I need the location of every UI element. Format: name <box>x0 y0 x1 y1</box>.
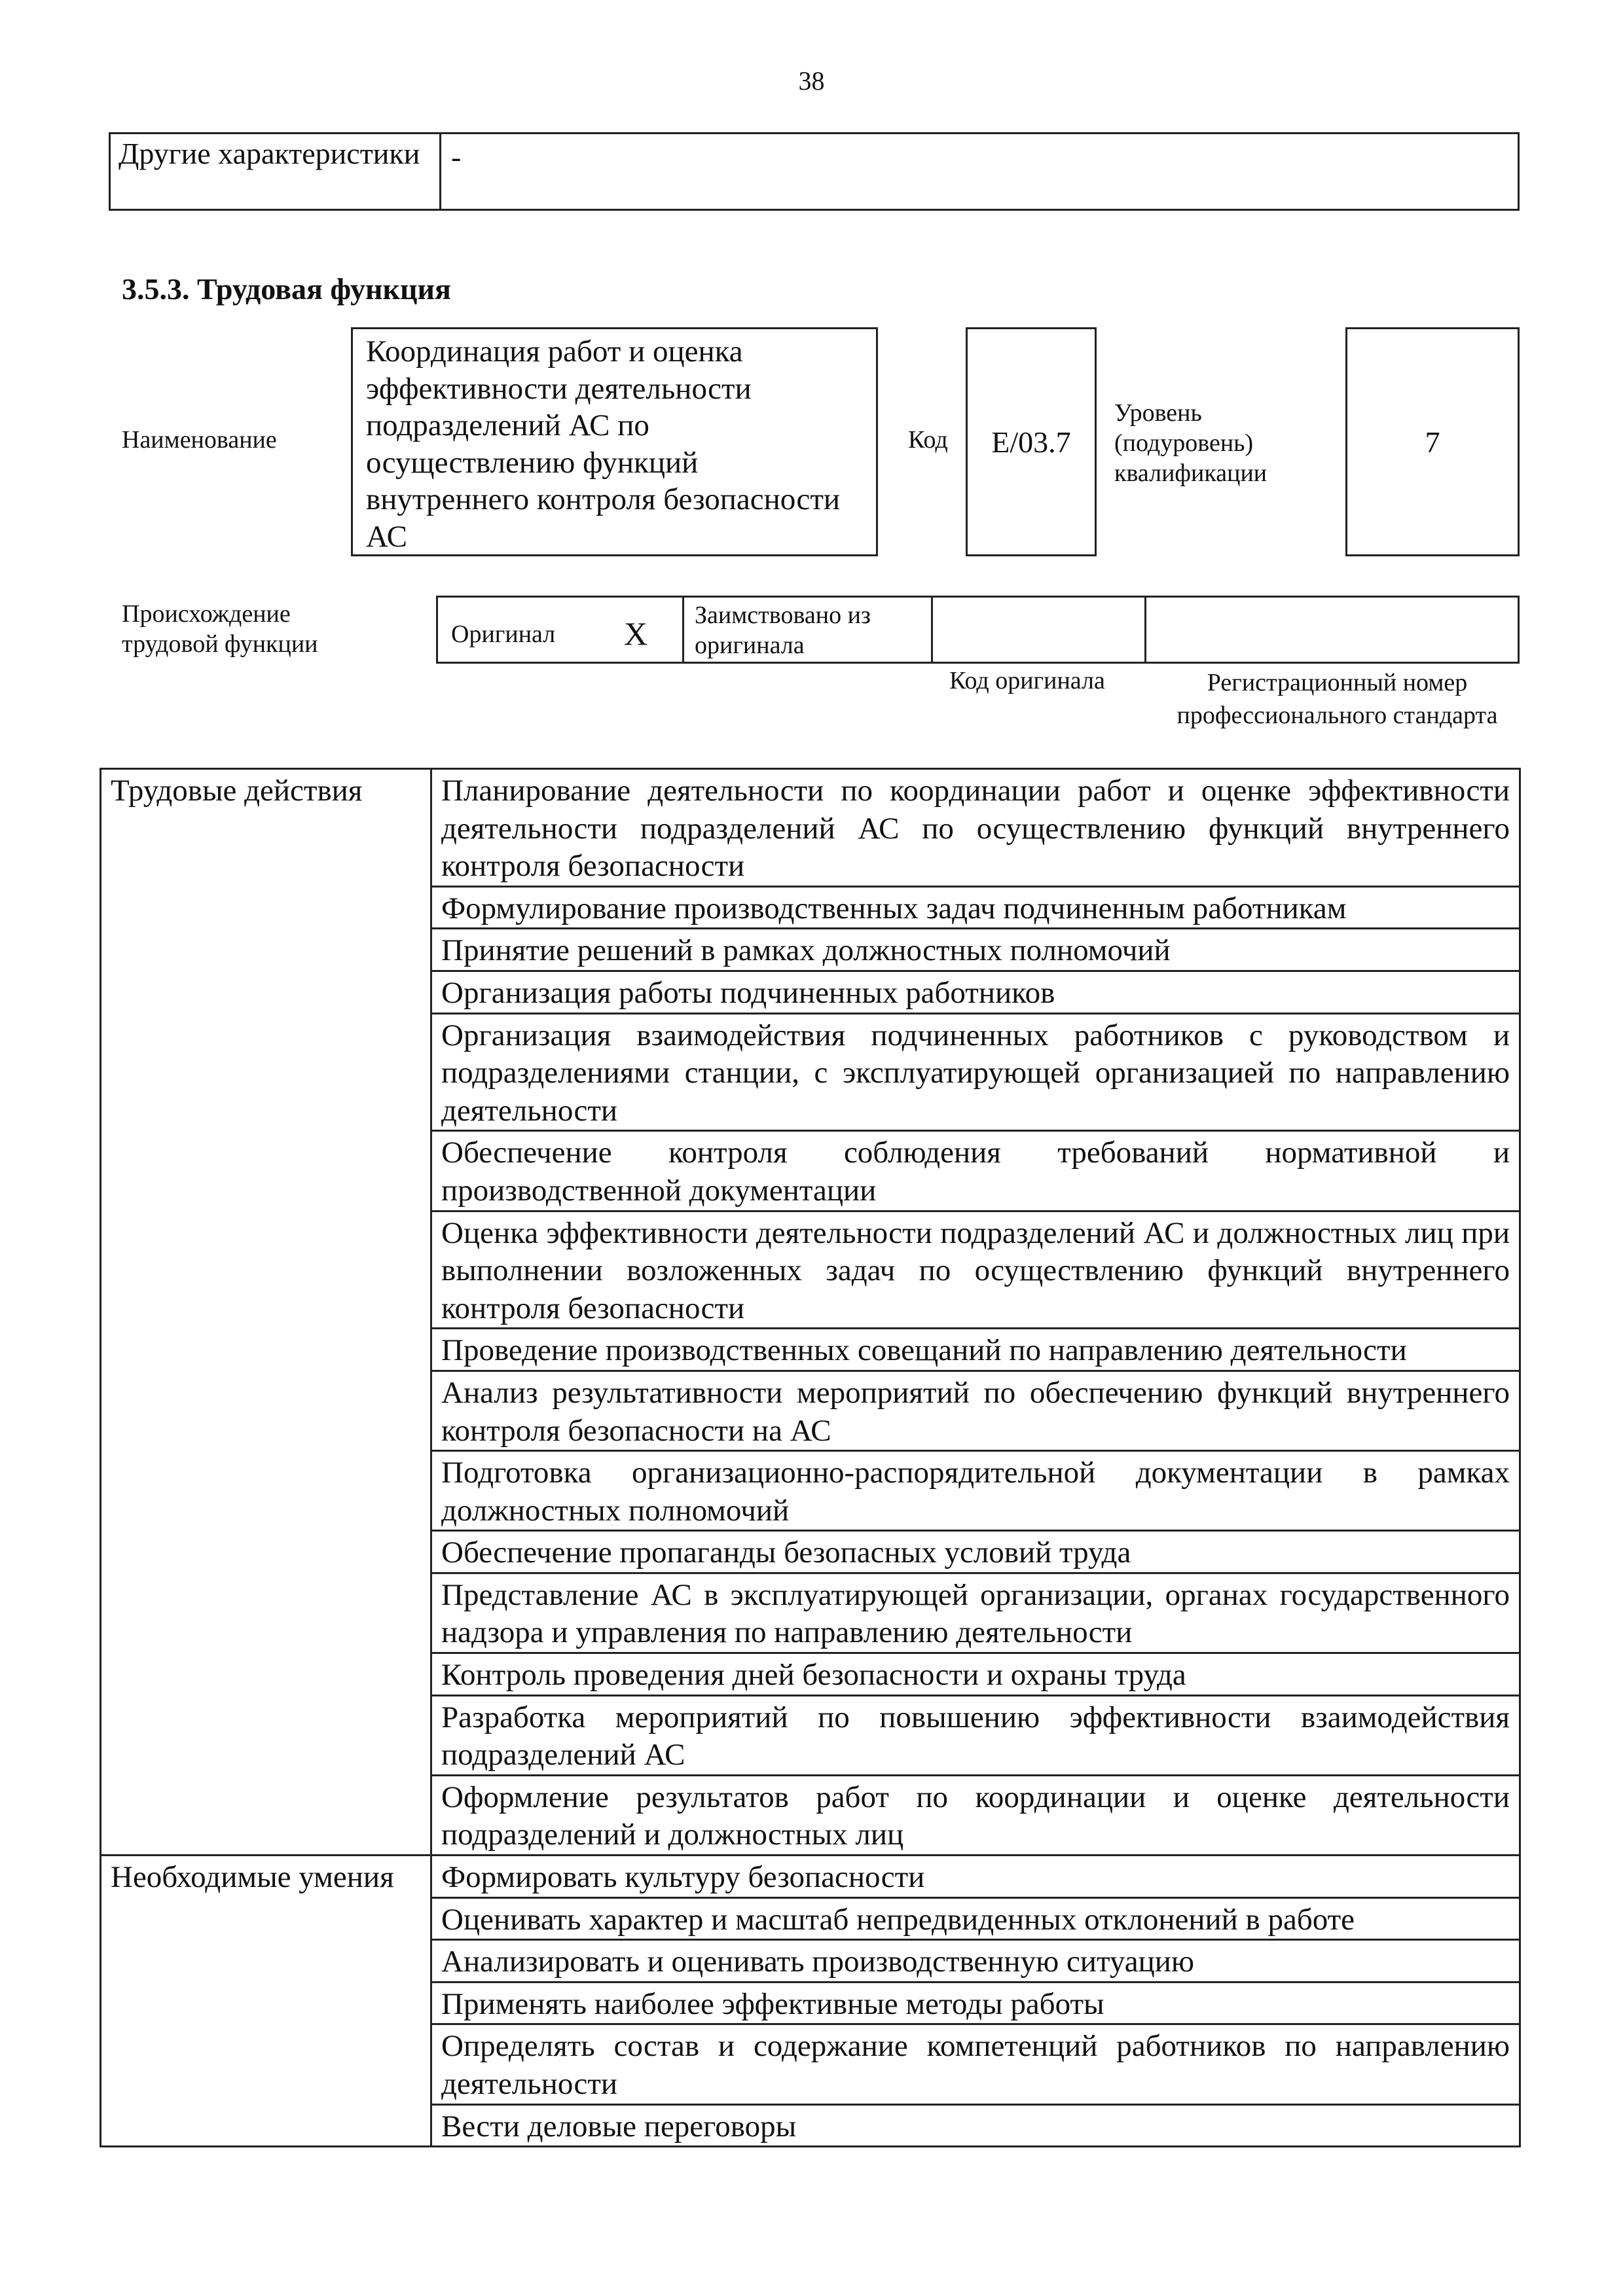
labor-action-item: Обеспечение контроля соблюдения требований нормативной и производственной документации <box>431 1131 1520 1211</box>
section-title: 3.5.3. Трудовая функция <box>122 272 451 306</box>
labor-action-item: Разработка мероприятий по повышению эффективности взаимодействия подразделений АС <box>431 1695 1520 1775</box>
table-row <box>101 769 1520 887</box>
origin-borrowed-cell <box>684 598 933 662</box>
required-skill-item: Определять состав и содержание компетенций работников по направлению деятельности <box>431 2024 1520 2104</box>
origin-code-caption: Код оригинала <box>949 667 1105 694</box>
labor-action-item: Проведение производственных совещаний по направлению деятельности <box>431 1329 1520 1371</box>
labor-action-item: Контроль проведения дней безопасности и охраны труда <box>431 1653 1520 1696</box>
code-value: E/03.7 <box>991 425 1071 459</box>
labor-action-item: Принятие решений в рамках должностных полномочий <box>431 929 1520 971</box>
origin-table <box>436 596 1520 664</box>
labor-actions-label: Трудовые действия <box>101 769 431 1856</box>
required-skill-item: Применять наиболее эффективные методы работы <box>431 1982 1520 2024</box>
function-name-box: Координация работ и оценка эффективности деятельности подразделений АС по осуществлению функций внутреннего контроля безопасности АС <box>351 327 878 556</box>
level-label-text: Уровень (подуровень) квалификации <box>1114 399 1267 487</box>
origin-label-text: Происхождение трудовой функции <box>122 600 318 658</box>
labor-action-item: Организация работы подчиненных работников <box>431 971 1520 1013</box>
level-label <box>1114 398 1311 488</box>
required-skill-item: Анализировать и оценивать производственную ситуацию <box>431 1940 1520 1982</box>
page-number: 38 <box>798 66 825 96</box>
other-characteristics-value: - <box>451 140 462 173</box>
origin-reg-cell <box>1146 598 1518 662</box>
code-label: Код <box>908 426 948 454</box>
origin-original-mark: X <box>624 615 648 652</box>
labor-action-item: Оформление результатов работ по координации и оценке деятельности подразделений и должностных лиц <box>431 1775 1520 1855</box>
required-skills-label: Необходимые умения <box>101 1856 431 2147</box>
origin-original-cell <box>438 598 684 662</box>
labor-action-item: Организация взаимодействия подчиненных работников с руководством и подразделениями станции, с эксплуатирующей организацией по направлению деятельности <box>431 1013 1520 1131</box>
naming-label: Наименование <box>122 426 277 454</box>
origin-label <box>122 599 371 659</box>
required-skill-item: Оценивать характер и масштаб непредвиденных отклонений в работе <box>431 1897 1520 1940</box>
other-characteristics-label: Другие характеристики <box>111 134 441 209</box>
labor-action-item: Обеспечение пропаганды безопасных условий труда <box>431 1531 1520 1573</box>
required-skill-item: Вести деловые переговоры <box>431 2104 1520 2147</box>
labor-action-item: Подготовка организационно-распорядительной документации в рамках должностных полномочий <box>431 1451 1520 1531</box>
labor-action-item: Оценка эффективности деятельности подразделений АС и должностных лиц при выполнении возложенных задач по осуществлению функций внутреннего контроля безопасности <box>431 1211 1520 1329</box>
origin-code-cell <box>933 598 1146 662</box>
labor-action-item: Формулирование производственных задач подчиненным работникам <box>431 886 1520 929</box>
other-characteristics-table <box>109 132 1520 211</box>
table-row <box>101 1856 1520 1898</box>
code-box <box>966 327 1097 556</box>
level-box <box>1345 327 1520 556</box>
main-table <box>100 768 1521 2147</box>
origin-original-label: Оригинал <box>451 620 556 648</box>
level-value: 7 <box>1425 425 1440 459</box>
origin-reg-caption: Регистрационный номер профессионального стандарта <box>1176 669 1498 729</box>
labor-action-item: Представление АС в эксплуатирующей организации, органах государственного надзора и управления по направлению деятельности <box>431 1573 1520 1653</box>
labor-action-item: Анализ результативности мероприятий по обеспечению функций внутреннего контроля безопасности на АС <box>431 1371 1520 1450</box>
labor-action-item: Планирование деятельности по координации работ и оценке эффективности деятельности подразделений АС по осуществлению функций внутреннего контроля безопасности <box>431 769 1520 887</box>
required-skill-item: Формировать культуру безопасности <box>431 1856 1520 1898</box>
origin-borrowed-label: Заимствовано из оригинала <box>695 601 871 659</box>
